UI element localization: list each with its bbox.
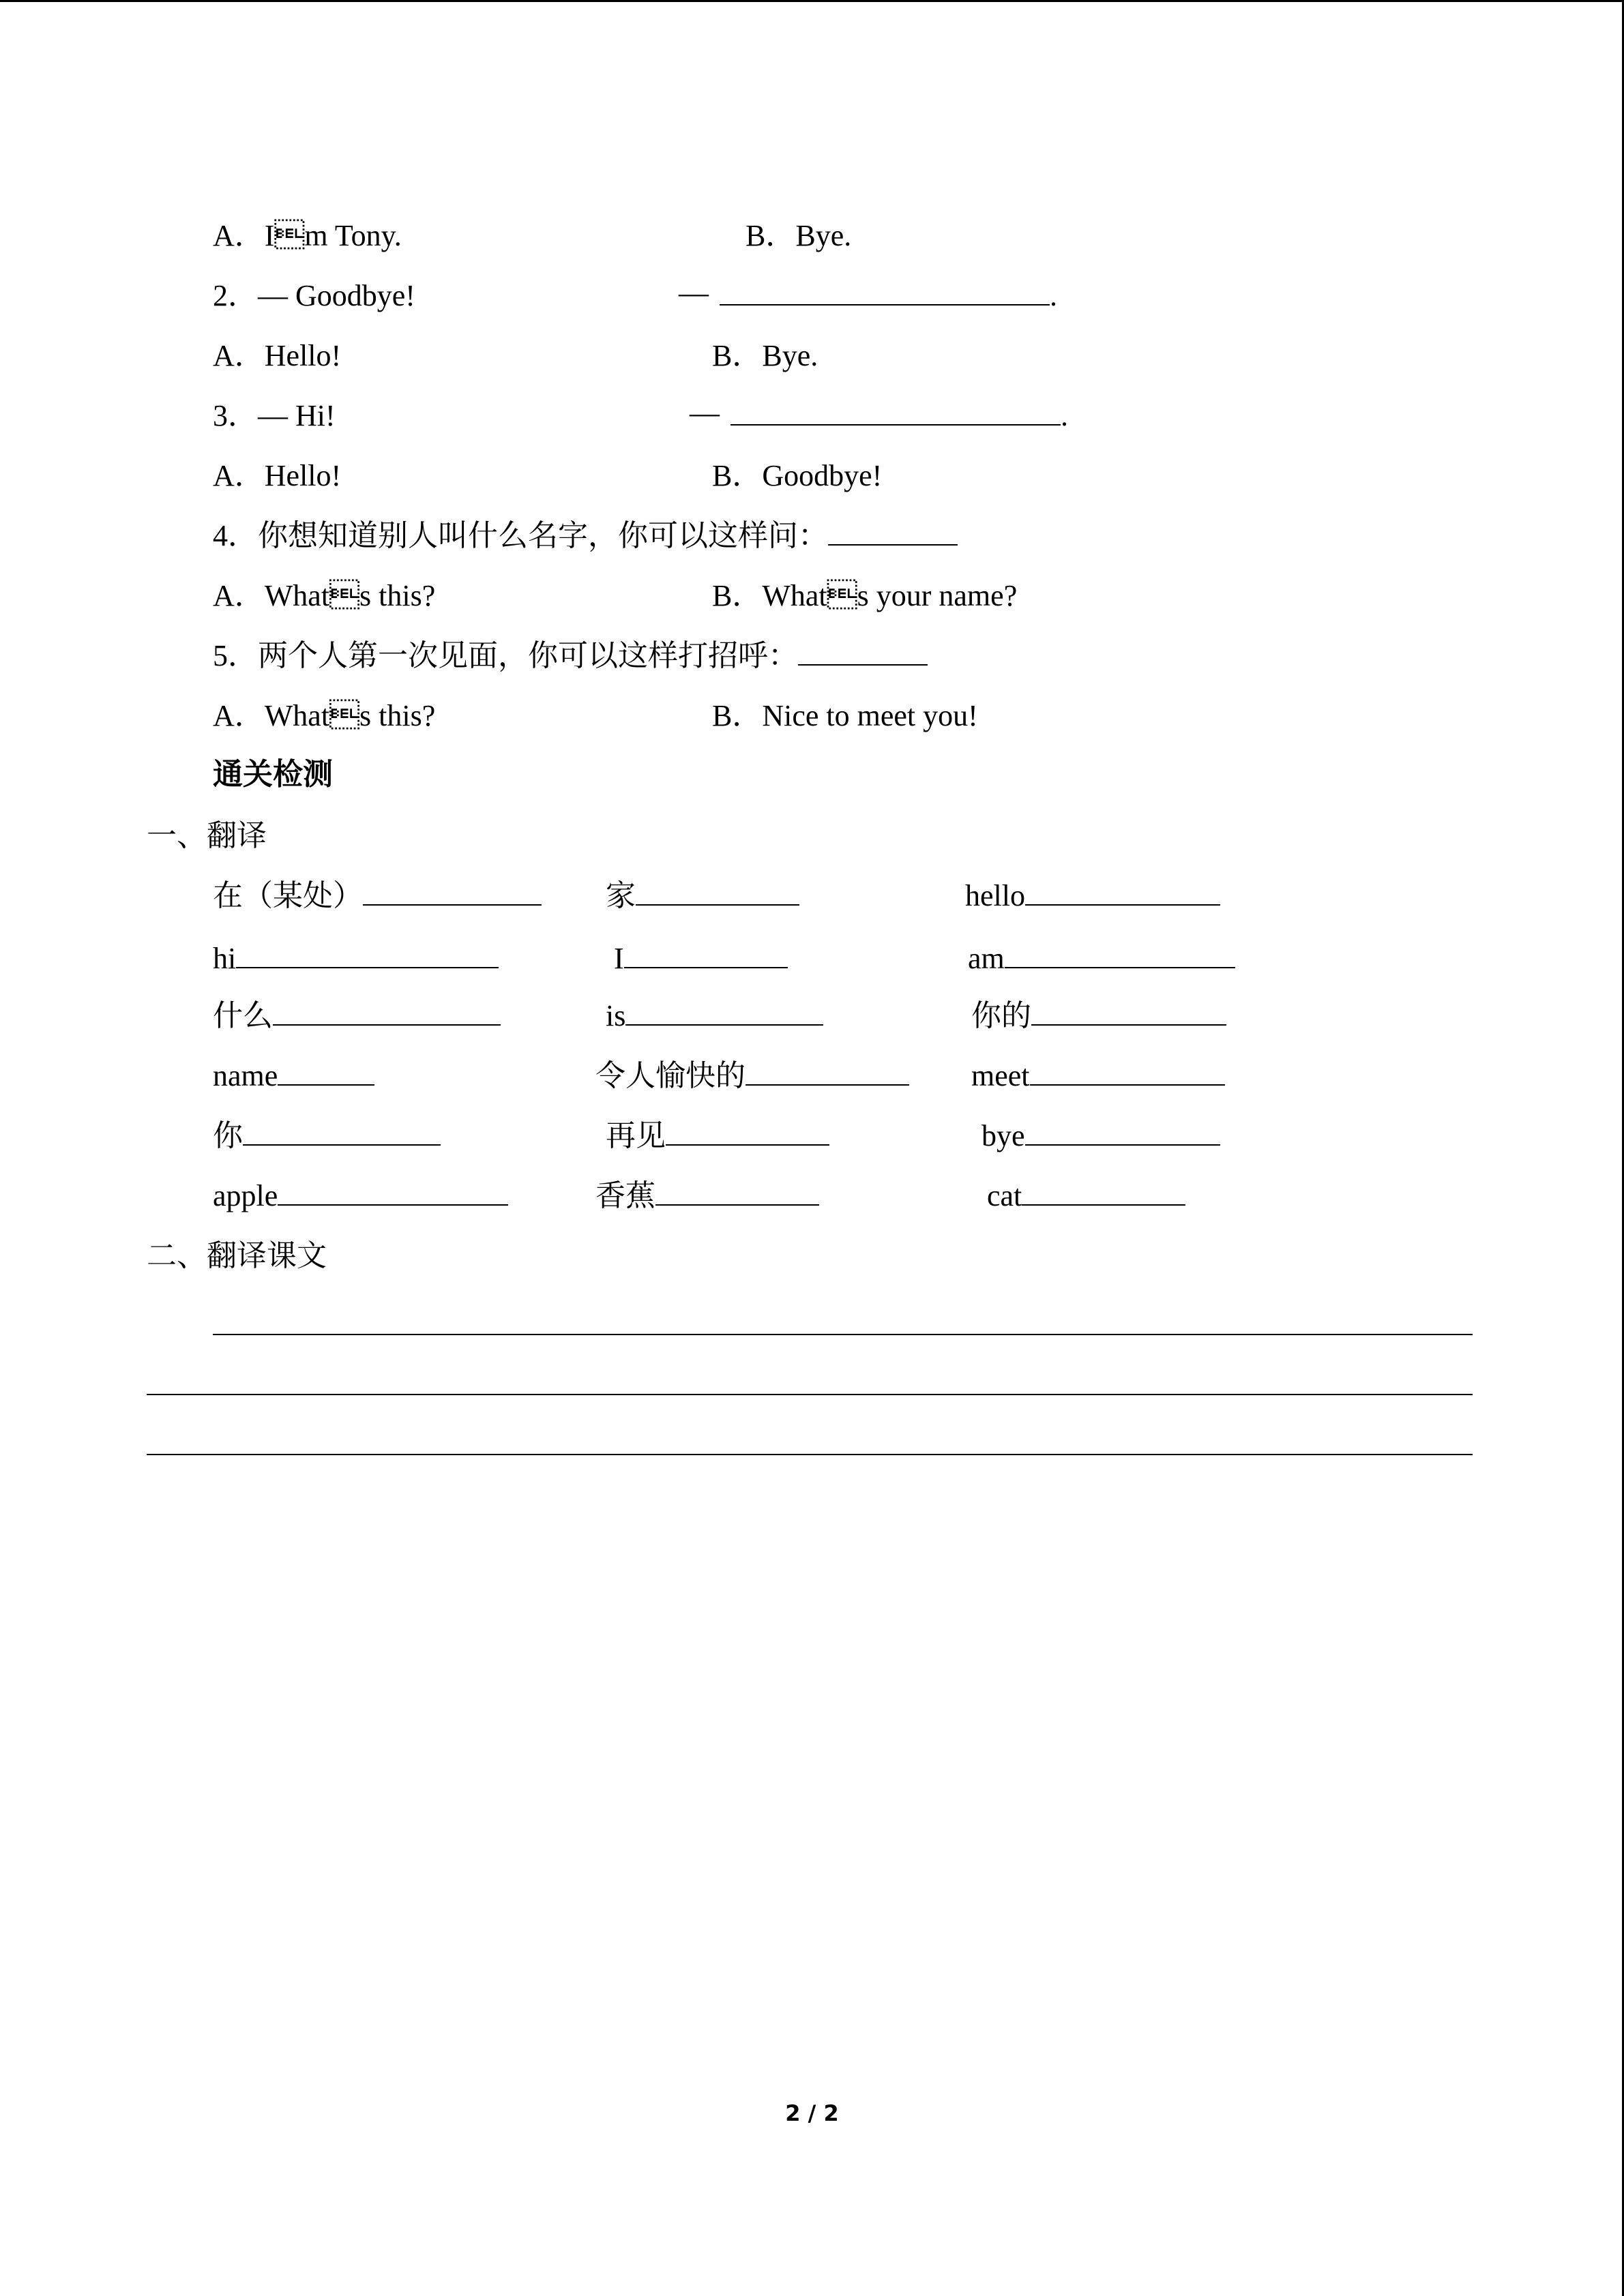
q5-option-a: A．Whats this?: [213, 699, 436, 732]
vocab-item: [987, 1177, 1185, 1215]
q2-answer-dash: —: [679, 276, 709, 310]
vocab-item: [965, 877, 1220, 915]
q5-option-b: B．Nice to meet you!: [712, 699, 978, 732]
vocab-answer-blank[interactable]: [636, 877, 799, 906]
vocab-item: [971, 1057, 1225, 1095]
part2-title: 二、翻译课文: [147, 1239, 327, 1272]
vocab-word: meet: [971, 1059, 1030, 1092]
page-number: 2 / 2: [785, 2100, 839, 2126]
q4-option-b: B．Whats your name?: [712, 579, 1018, 612]
vocab-item: [213, 1117, 441, 1155]
q5-text: 5．两个人第一次见面，你可以这样打招呼：: [213, 639, 798, 672]
vocab-answer-blank[interactable]: [1030, 1057, 1225, 1086]
vocab-word: 家: [606, 879, 636, 912]
vocab-item: [606, 877, 799, 915]
q1-option-a: A．Im Tony.: [213, 219, 402, 252]
vocab-answer-blank[interactable]: [655, 1177, 819, 1206]
vocab-answer-blank[interactable]: [278, 1177, 508, 1206]
vocab-answer-blank[interactable]: [273, 997, 501, 1026]
vocab-word: is: [606, 999, 626, 1032]
vocab-word: hello: [965, 879, 1025, 912]
q5-prompt: [213, 637, 928, 675]
q2-answer-line[interactable]: [720, 277, 1057, 315]
vocab-word: 再见: [606, 1119, 666, 1152]
vocab-word: I: [614, 942, 624, 975]
vocab-answer-blank[interactable]: [236, 940, 499, 968]
vocab-answer-blank[interactable]: [1005, 940, 1235, 968]
q3-period: .: [1061, 399, 1068, 432]
vocab-item: [213, 1057, 374, 1095]
vocab-answer-blank[interactable]: [624, 940, 788, 968]
vocab-item: [595, 1177, 819, 1215]
vocab-item: [968, 940, 1235, 978]
part1-title: 一、翻译: [147, 819, 267, 852]
q2-option-a: A．Hello!: [213, 339, 342, 372]
vocab-word: bye: [981, 1119, 1025, 1152]
vocab-item: [213, 997, 501, 1035]
vocab-answer-blank[interactable]: [278, 1057, 374, 1086]
vocab-answer-blank[interactable]: [363, 877, 542, 906]
vocab-item: [981, 1117, 1220, 1155]
vocab-item: [595, 1057, 909, 1095]
q3-prompt: 3．— Hi!: [213, 399, 336, 432]
writing-line[interactable]: [147, 1394, 1473, 1395]
q3-option-b: B．Goodbye!: [712, 459, 883, 492]
q4-option-a: A．Whats this?: [213, 579, 436, 612]
vocab-answer-blank[interactable]: [1031, 997, 1226, 1026]
vocab-item: [606, 1117, 829, 1155]
writing-line[interactable]: [213, 1334, 1473, 1335]
vocab-item: [606, 997, 823, 1035]
vocab-word: hi: [213, 942, 237, 975]
q2-period: .: [1050, 279, 1057, 312]
vocab-answer-blank[interactable]: [625, 997, 823, 1026]
q2-option-b: B．Bye.: [712, 339, 818, 372]
vocab-word: 香蕉: [595, 1179, 655, 1212]
vocab-answer-blank[interactable]: [666, 1117, 829, 1146]
vocab-answer-blank[interactable]: [1025, 1117, 1220, 1146]
vocab-word: 你: [213, 1119, 243, 1152]
q5-answer-blank[interactable]: [798, 637, 928, 666]
q3-answer-line[interactable]: [730, 397, 1068, 435]
vocab-answer-blank[interactable]: [1022, 1177, 1185, 1206]
vocab-word: am: [968, 942, 1005, 975]
vocab-word: cat: [987, 1179, 1022, 1212]
vocab-item: [614, 940, 788, 978]
q1-option-b: B．Bye.: [745, 219, 852, 252]
vocab-word: 在（某处）: [213, 879, 363, 912]
vocab-word: 你的: [971, 999, 1031, 1032]
vocab-answer-blank[interactable]: [1025, 877, 1220, 906]
section-heading: 通关检测: [213, 757, 333, 792]
q3-option-a: A．Hello!: [213, 459, 342, 492]
page-top-border: [0, 0, 1624, 2]
vocab-word: 令人愉快的: [595, 1059, 745, 1092]
q3-answer-dash: —: [690, 396, 720, 430]
vocab-item: [213, 1177, 508, 1215]
q4-answer-blank[interactable]: [828, 517, 958, 546]
vocab-item: [971, 997, 1226, 1035]
vocab-word: apple: [213, 1179, 278, 1212]
q2-prompt: 2．— Goodbye!: [213, 279, 415, 312]
vocab-answer-blank[interactable]: [745, 1057, 909, 1086]
vocab-word: 什么: [213, 999, 273, 1032]
q4-text: 4．你想知道别人叫什么名字，你可以这样问：: [213, 519, 828, 552]
vocab-answer-blank[interactable]: [243, 1117, 441, 1146]
vocab-word: name: [213, 1059, 278, 1092]
q4-prompt: [213, 517, 958, 555]
vocab-item: [213, 877, 542, 915]
writing-line[interactable]: [147, 1454, 1473, 1455]
vocab-item: [213, 940, 499, 978]
